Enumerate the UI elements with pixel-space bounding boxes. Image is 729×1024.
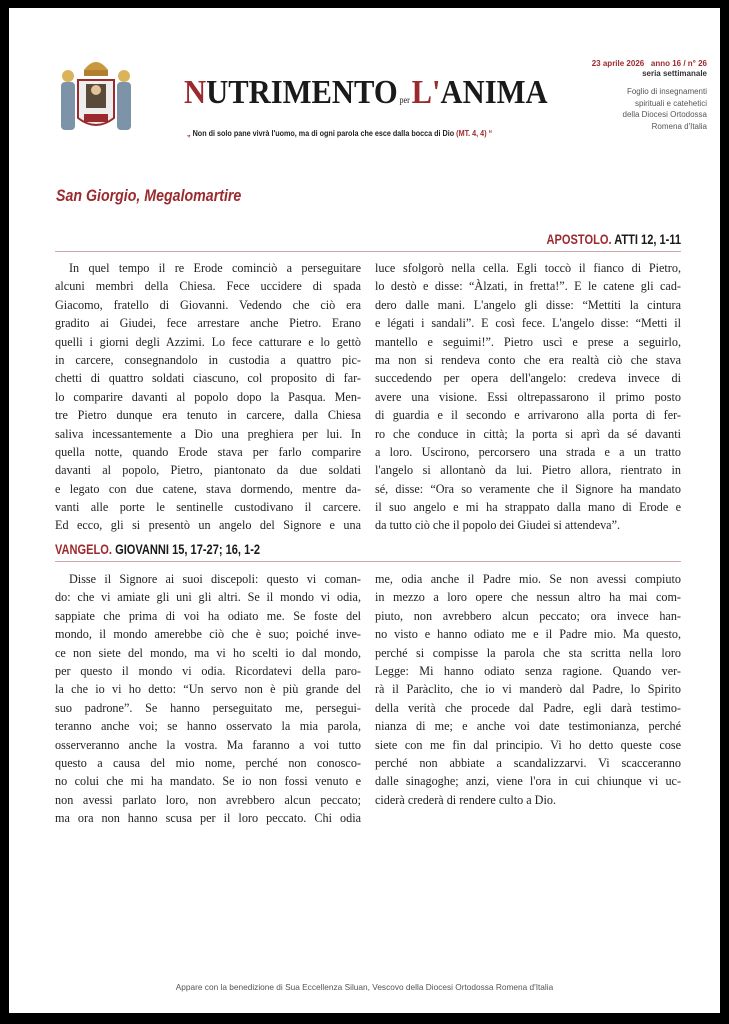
masthead-per: per — [399, 95, 410, 105]
text-line: di guardia e il secondo e arrivarono alla porta di fer- — [375, 408, 681, 423]
apostolo-right-column — [375, 259, 681, 535]
text-line: in mezzo a loro opere che nessun altro ha mai com- — [375, 590, 681, 605]
text-line: rà il Paràclito, che io vi manderò dal Padre, lo Spirito — [375, 682, 681, 697]
text-line: ma non si rendeva conto che era realtà ciò che stava — [375, 352, 681, 367]
text-line: no colui che mi ha mandato. Se io non fossi venuto e — [55, 774, 361, 789]
text-line: per questo il mondo vi odia. Ricordatevi della paro- — [55, 663, 361, 678]
text-line: Ed ecco, gli si presentò un angelo del Signore e una — [55, 518, 361, 533]
apostolo-left-column — [55, 259, 361, 535]
vangelo-right-column — [375, 570, 681, 809]
text-line: Giacomo, fratello di Giovanni. Vedendo che ciò era — [55, 297, 361, 312]
text-line: quella notte, quando Erode stava per farlo comparire — [55, 444, 361, 459]
vangelo-left-column — [55, 570, 361, 827]
text-line: Legge: Mi hanno odiato senza ragione. Quando ver- — [375, 663, 681, 678]
text-line: gradito ai Giudei, fece arrestare anche Pietro. Erano — [55, 316, 361, 331]
feast-title: San Giorgio, Megalomartire — [56, 187, 242, 205]
text-line: perché non abbiate a scandalizzarvi. Vi scacceranno — [375, 755, 681, 770]
text-line: da tutto ciò che il popolo dei Giudei si attendeva”. — [375, 518, 621, 533]
text-line: la che io vi ho detto: “Un servo non è più grande del — [55, 682, 361, 697]
text-line: siete con me fin dal principio. Vi ho detto queste cose — [375, 737, 681, 752]
text-line: dero dalle mani. L'angelo gli disse: “Mettiti la cintura — [375, 297, 681, 312]
text-line: tre Pietro dunque era tenuto in carcere, dalla Chiesa — [55, 408, 361, 423]
text-line: e legato con due catene, stava dormendo, mentre da- — [55, 481, 361, 496]
text-line: lo comparire davanti al popolo dopo la Pasqua. Men- — [55, 389, 361, 404]
masthead-initial-n: N — [184, 74, 207, 111]
text-line: quelli i giorni degli Azzimi. Lo fece catturare e lo gettò — [55, 334, 361, 349]
motto-reference: (MT. 4, 4) — [456, 129, 487, 138]
text-line: perché si compisse la parola che sta scritta nella loro — [375, 645, 681, 660]
text-line: ciderà crederà di rendere culto a Dio. — [375, 792, 557, 807]
text-line: alcuni membri della Chiesa. Fece uccidere di spada — [55, 279, 361, 294]
footer-blessing: Appare con la benedizione di Sua Eccellenza Siluan, Vescovo della Diocesi Ortodossa Romena d'Italia — [175, 982, 554, 992]
text-line: suo padrone”. Se hanno perseguitato me, persegui- — [55, 700, 361, 715]
issue-date: 23 aprile 2026 anno 16 / n° 26 — [591, 59, 707, 68]
masthead-initial-l: L' — [411, 74, 441, 111]
text-line: In quel tempo il re Erode cominciò a perseguitare — [69, 261, 361, 275]
diocese-coat-of-arms-logo — [56, 52, 136, 140]
text-line: non avessi parlato loro, non avrebbero alcun peccato; — [55, 792, 361, 807]
text-line: piuto, non avrebbero alcun peccato; ora invece han- — [375, 608, 681, 623]
text-line: ro che conduce in città; la porta si aprì da sé davanti — [375, 426, 681, 441]
text-line: l'angelo si allontanò da lui. Pietro allora, rientrato in — [375, 463, 681, 478]
issue-frequency: seria settimanale — [642, 69, 707, 78]
text-line: luce sfolgorò nella cella. Egli toccò il fianco di Pietro, — [375, 261, 681, 275]
issue-info — [592, 59, 707, 132]
text-line: teranno anche voi; se hanno osservato la mia parola, — [55, 719, 361, 734]
text-line: succedendo per opera dell'angelo: credeva invece di — [375, 371, 681, 386]
text-line: sé, disse: “Ora so veramente che il Signore ha mandato — [375, 481, 681, 496]
text-line: a loro. Uscirono, percorsero una strada e a un tratto — [375, 444, 681, 459]
newsletter-page — [9, 8, 720, 1013]
text-line: osserveranno anche la vostra. Ma faranno a voi tutto — [55, 737, 361, 752]
text-line: questo a causa del mio nome, perché non conosco- — [55, 755, 361, 770]
text-line: mantello e seguimi!”. Pietro uscì e prese a seguirlo, — [375, 334, 681, 349]
text-line: e légati i sandali”. E così fece. L'angelo disse: “Metti il — [375, 316, 681, 331]
text-line: mondo, il mondo amerebbe ciò che è suo; poiché inve- — [55, 627, 361, 642]
text-line: sappiate che prima di voi ha odiato me. Se foste del — [55, 608, 361, 623]
text-line: avere una visione. Essi oltrepassarono il primo posto — [375, 389, 681, 404]
vangelo-heading: VANGELO. GIOVANNI 15, 17-27; 16, 1-2 — [55, 542, 261, 557]
text-line: lo destò e disse: “Àlzati, in fretta!”. E le catene gli cad- — [375, 279, 681, 294]
section-divider — [55, 561, 681, 562]
text-line: chetti di quattro soldati ciascuno, col proposito di far- — [55, 371, 361, 386]
text-line: Disse il Signore ai suoi discepoli: questo vi coman- — [69, 572, 361, 586]
text-line: davanti al popolo, Pietro, piantonato da due soldati — [55, 463, 361, 478]
masthead-word-2: ANIMA — [440, 74, 548, 111]
apostolo-heading: APOSTOLO. ATTI 12, 1-11 — [546, 232, 681, 247]
text-line: vanti alle porte le sentinelle custodivano il carcere. — [55, 500, 361, 515]
text-line: ma ora non hanno scusa per il loro peccato. Chi odia — [55, 811, 361, 826]
section-divider — [55, 251, 681, 252]
motto: „ Non di solo pane vivrà l'uomo, ma di ogni parola che esce dalla bocca di Dio (MT. 4, 4) “ — [187, 129, 493, 138]
text-line: il suo angelo e mi ha strappato dalla mano di Erode e — [375, 500, 681, 515]
text-line: do: che vi amiate gli uni gli altri. Se il mondo vi odia, — [55, 590, 361, 605]
text-line: dalle sinagoghe; anzi, viene l'ora in cui chiunque vi uc- — [375, 774, 681, 789]
text-line: nianza di me; e anche voi date testimonianza, perché — [375, 719, 681, 734]
text-line: me, odia anche il Padre mio. Se non avessi compiuto — [375, 572, 681, 586]
text-line: ce non siete del mondo, ma vi ho scelti io dal mondo, — [55, 645, 361, 660]
text-line: saliva incessantemente a Dio una preghiera per lui. In — [55, 426, 361, 441]
text-line: della verità che procede dal Padre, egli darà testimo- — [375, 700, 681, 715]
masthead-word-1: UTRIMENTO — [206, 74, 398, 111]
text-line: no visto e hanno odiato me e il Padre mio. Ma questo, — [375, 627, 681, 642]
text-line: in carcere, consegnandolo in custodia a quattro pic- — [55, 352, 361, 367]
publication-description: Foglio di insegnamenti spirituali e catehetici della Diocesi Ortodossa Romena d'Italia — [622, 87, 707, 131]
masthead-title — [184, 74, 548, 119]
